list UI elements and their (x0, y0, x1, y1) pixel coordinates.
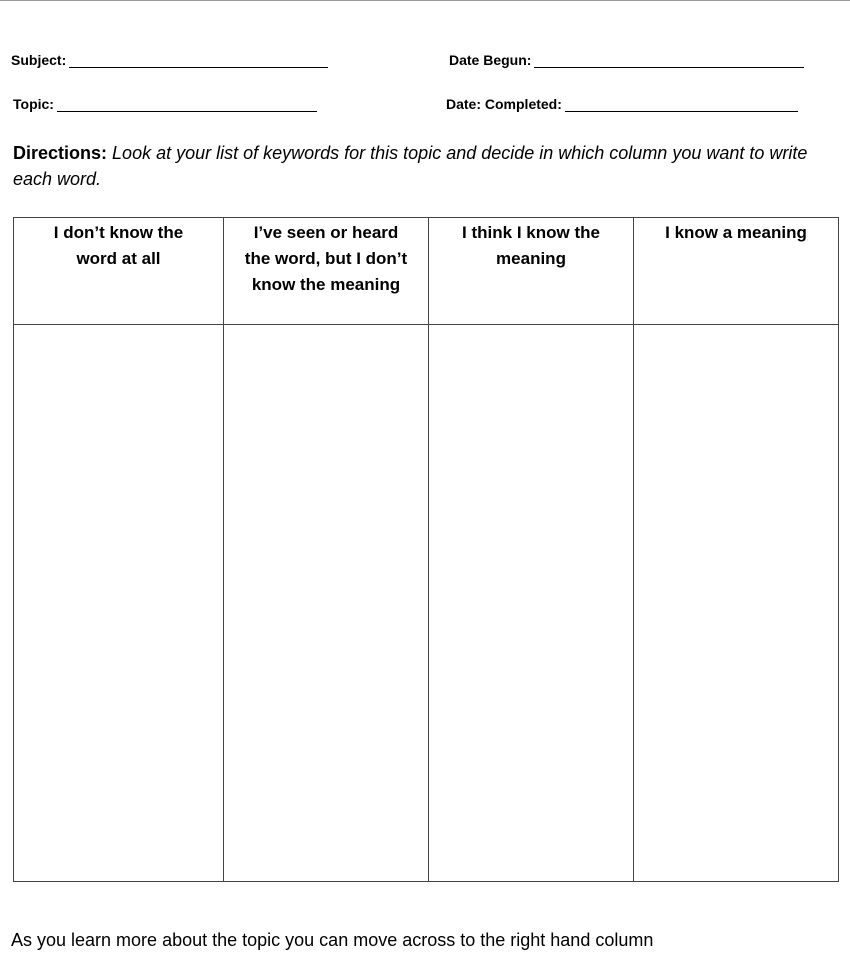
date-completed-label: Date: Completed: (446, 96, 562, 112)
column-header-know-meaning: I know a meaning (634, 218, 839, 325)
vocabulary-table (13, 217, 839, 882)
table-row (14, 325, 839, 882)
subject-field[interactable] (11, 52, 328, 68)
directions-text: Look at your list of keywords for this topic and decide in which column you want to write each word. (13, 143, 808, 189)
footer-note: As you learn more about the topic you can move across to the right hand column (11, 930, 654, 950)
cell-seen-or-heard[interactable] (224, 325, 429, 882)
topic-label: Topic: (13, 96, 54, 112)
column-header-dont-know: I don’t know the word at all (14, 218, 224, 325)
top-rule (0, 0, 850, 1)
directions-label: Directions: (13, 143, 108, 163)
column-header-think-know: I think I know the meaning (429, 218, 634, 325)
date-completed-blank[interactable] (565, 97, 798, 112)
date-begun-field[interactable] (449, 52, 804, 68)
cell-dont-know[interactable] (14, 325, 224, 882)
date-begun-blank[interactable] (534, 53, 804, 68)
date-completed-field[interactable] (446, 96, 798, 112)
subject-label: Subject: (11, 52, 67, 68)
subject-blank[interactable] (69, 53, 328, 68)
cell-know-meaning[interactable] (634, 325, 839, 882)
cell-think-know[interactable] (429, 325, 634, 882)
date-begun-label: Date Begun: (449, 52, 532, 68)
directions (13, 140, 843, 192)
topic-field[interactable] (13, 96, 317, 112)
table-header-row (14, 218, 839, 325)
column-header-seen-or-heard: I’ve seen or heard the word, but I don’t know the meaning (224, 218, 429, 325)
topic-blank[interactable] (57, 97, 317, 112)
